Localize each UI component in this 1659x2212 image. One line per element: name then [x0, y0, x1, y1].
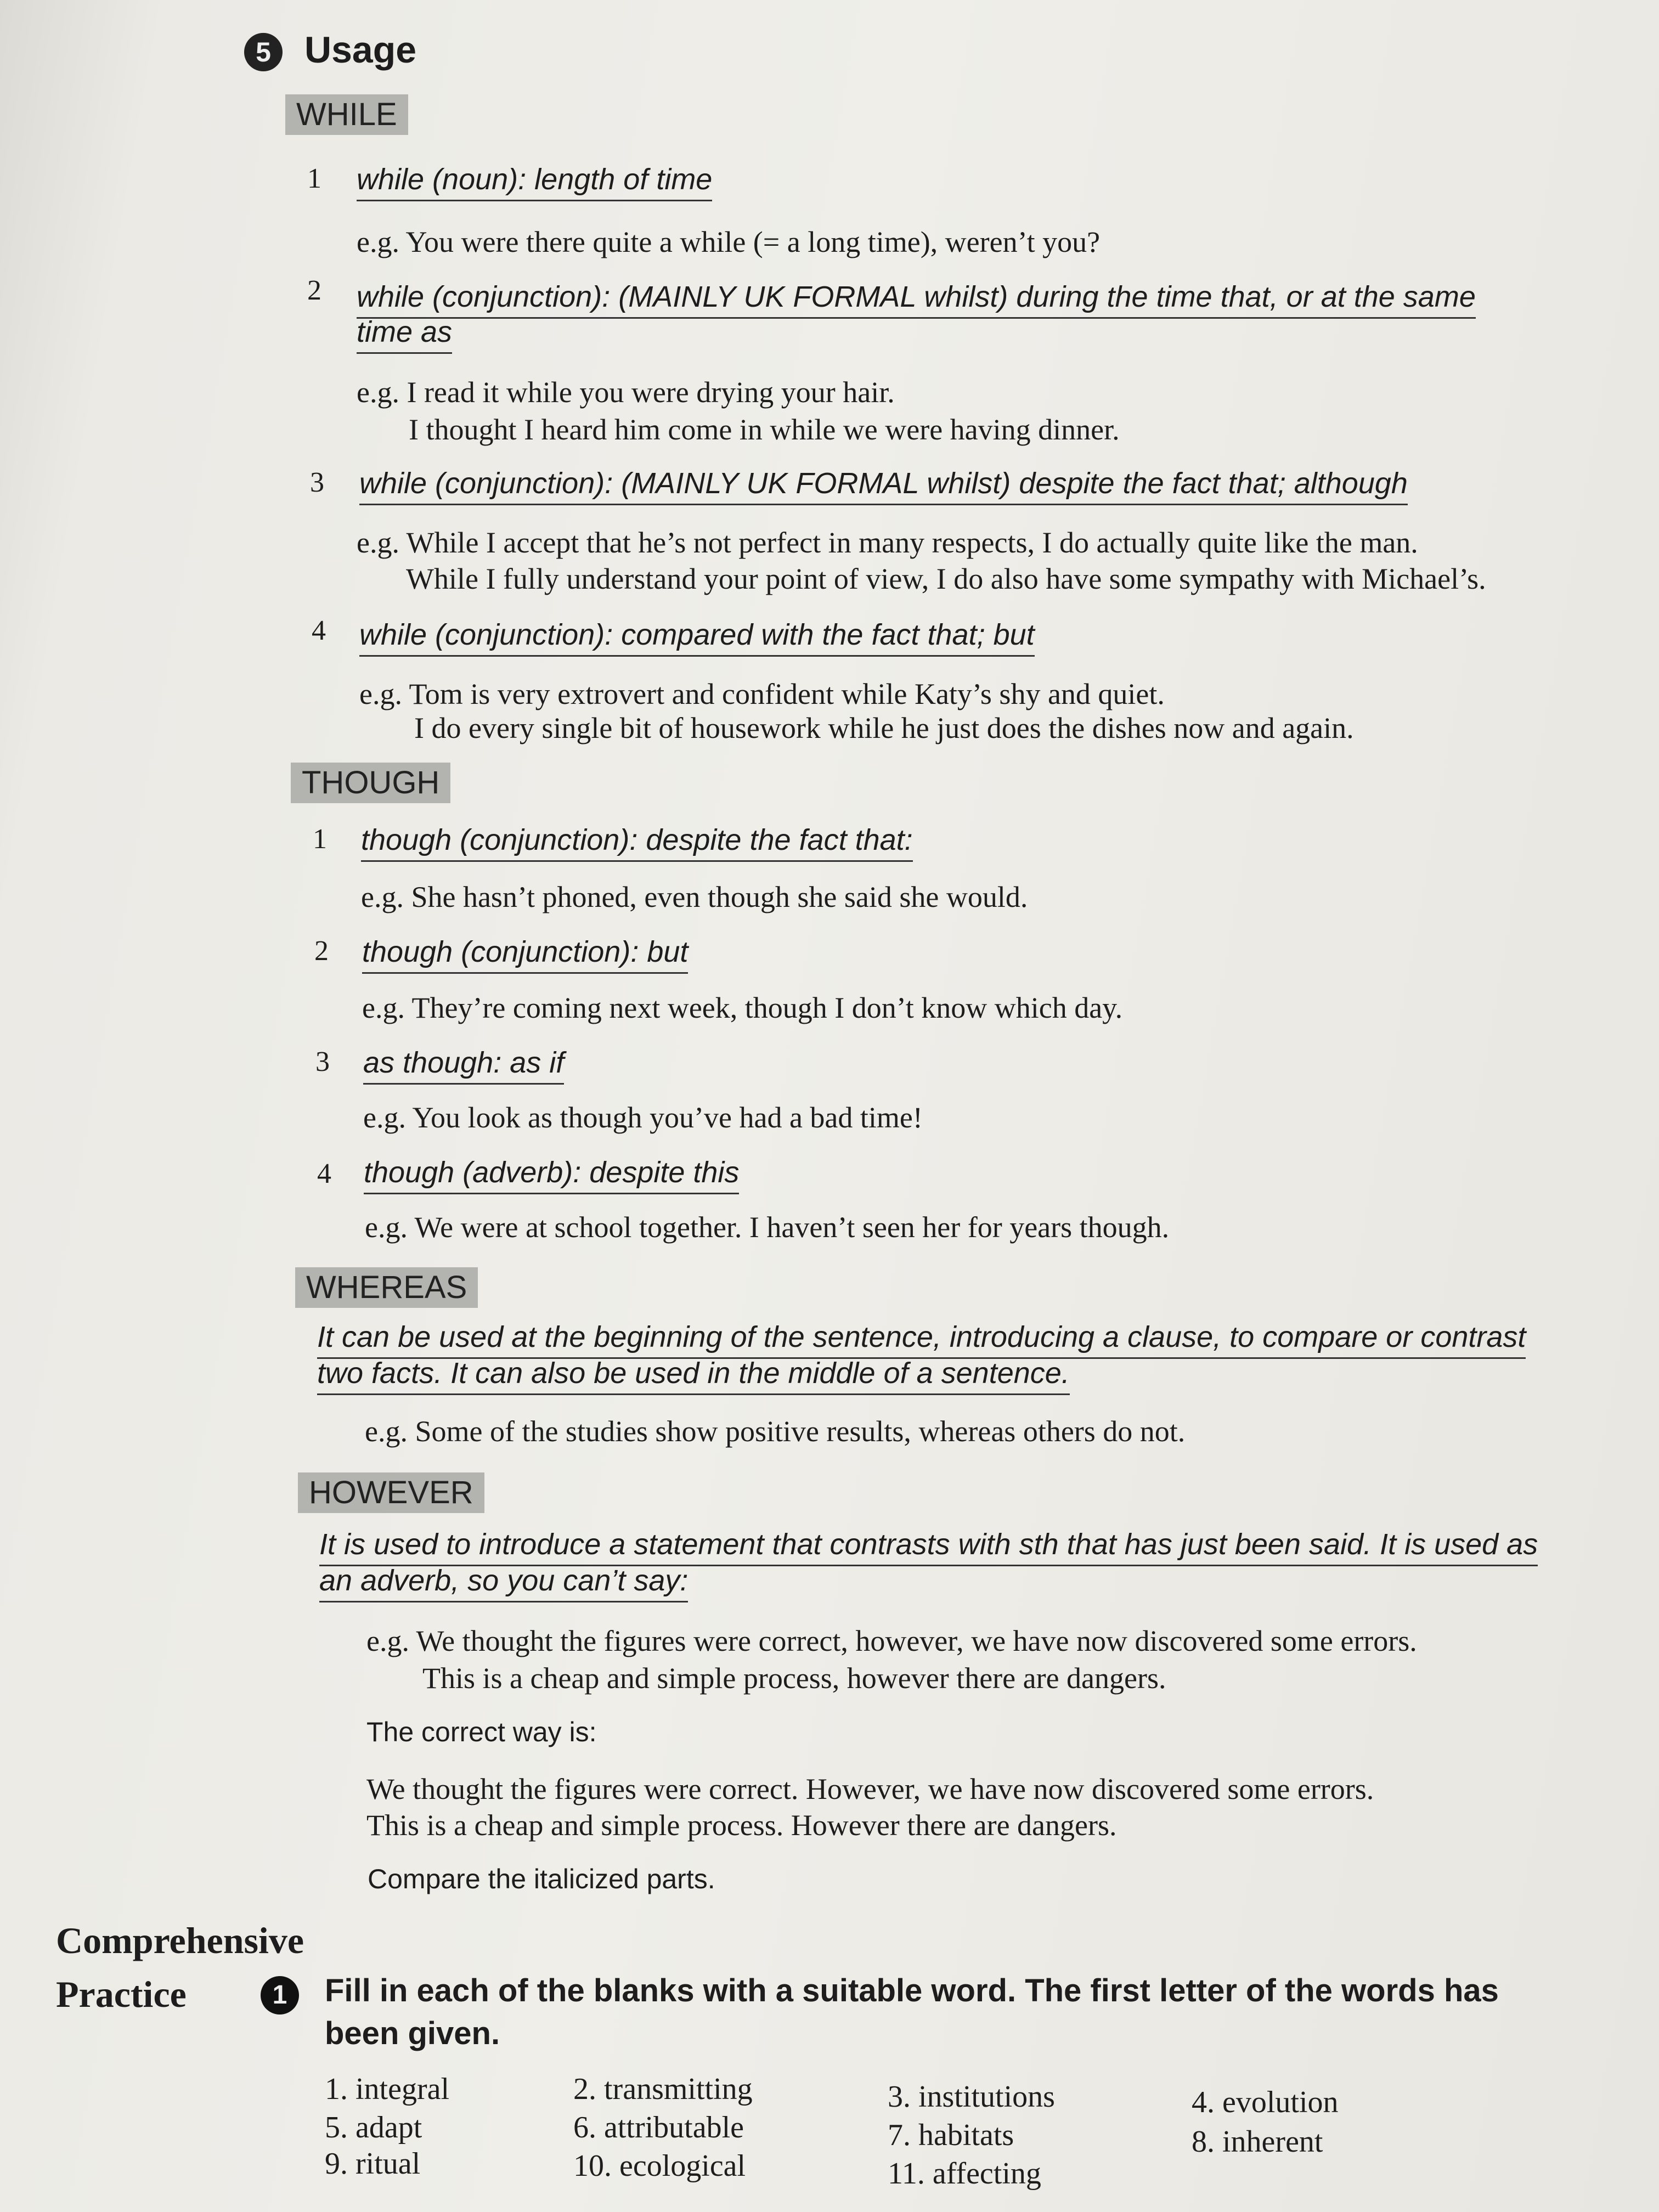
section-number-badge: 5 [244, 33, 283, 71]
while-item-1-example: e.g. You were there quite a while (= a long time), weren’t you? [357, 225, 1101, 258]
while-item-1-number: 1 [307, 163, 321, 194]
practice-heading-line2: Practice [56, 1973, 187, 2015]
while-item-2-example-2: I thought I heard him come in while we were having dinner. [409, 413, 1120, 446]
answer-5: 5. adapt [325, 2111, 422, 2145]
though-item-1-definition: though (conjunction): despite the fact that: [361, 823, 913, 862]
while-item-4-definition: while (conjunction): compared with the fact that; but [359, 618, 1035, 657]
though-item-1-example: e.g. She hasn’t phoned, even though she said she would. [361, 881, 1028, 913]
though-item-3-definition: as though: as if [363, 1046, 564, 1085]
however-wrong-example-1: e.g. We thought the figures were correct, however, we have now discovered some errors. [366, 1624, 1417, 1657]
while-item-3-number: 3 [310, 467, 324, 498]
answer-10: 10. ecological [573, 2149, 746, 2183]
while-item-1-definition: while (noun): length of time [357, 162, 712, 201]
answer-3: 3. institutions [888, 2080, 1055, 2114]
exercise-number-badge: 1 [261, 1976, 299, 2015]
while-item-3-definition: while (conjunction): (MAINLY UK FORMAL whilst) despite the fact that; although [359, 466, 1408, 505]
whereas-description-line2: two facts. It can also be used in the middle of a sentence. [317, 1356, 1070, 1395]
while-item-4-example-1: e.g. Tom is very extrovert and confident while Katy’s shy and quiet. [359, 678, 1165, 710]
however-correct-example-2: This is a cheap and simple process. However there are dangers. [366, 1809, 1117, 1842]
however-correct-example-1: We thought the figures were correct. However, we have now discovered some errors. [366, 1773, 1374, 1805]
though-item-4-example: e.g. We were at school together. I haven’t seen her for years though. [365, 1211, 1170, 1244]
however-compare-note: Compare the italicized parts. [368, 1864, 715, 1894]
while-item-3-example-2: While I fully understand your point of view, I do also have some sympathy with Michael’s. [406, 562, 1486, 595]
though-item-1-number: 1 [313, 823, 327, 855]
though-item-2-number: 2 [314, 935, 329, 967]
answer-11: 11. affecting [888, 2157, 1041, 2191]
though-item-2-example: e.g. They’re coming next week, though I don’t know which day. [362, 991, 1123, 1024]
section-title: Usage [304, 29, 417, 71]
answer-9: 9. ritual [325, 2147, 421, 2181]
while-item-2-definition-line2: time as [357, 315, 452, 354]
though-item-2-definition: though (conjunction): but [362, 935, 688, 974]
while-item-4-number: 4 [312, 615, 326, 646]
answer-8: 8. inherent [1192, 2125, 1323, 2159]
answer-6: 6. attributable [573, 2111, 744, 2145]
answer-2: 2. transmitting [573, 2072, 753, 2106]
however-wrong-example-2: This is a cheap and simple process, however there are dangers. [422, 1662, 1166, 1695]
however-description-line1: It is used to introduce a statement that contrasts with sth that has just been said. It is used as [319, 1527, 1538, 1566]
though-item-4-number: 4 [317, 1158, 331, 1189]
while-item-2-example-1: e.g. I read it while you were drying your hair. [357, 376, 895, 409]
answer-1: 1. integral [325, 2072, 450, 2106]
label-however: HOWEVER [298, 1472, 484, 1513]
while-item-4-example-2: I do every single bit of housework while he just does the dishes now and again. [414, 712, 1354, 744]
whereas-example: e.g. Some of the studies show positive results, whereas others do not. [365, 1415, 1186, 1448]
exercise-instruction: Fill in each of the blanks with a suitable word. The first letter of the words has been given. [325, 1973, 1499, 2051]
while-item-3-example-1: e.g. While I accept that he’s not perfect in many respects, I do actually quite like the man. [357, 526, 1418, 559]
however-description-line2: an adverb, so you can’t say: [319, 1564, 688, 1602]
though-item-4-definition: though (adverb): despite this [364, 1155, 739, 1194]
while-item-2-definition-line1: while (conjunction): (MAINLY UK FORMAL whilst) during the time that, or at the same [357, 280, 1476, 319]
label-though: THOUGH [291, 763, 450, 803]
practice-heading-line1: Comprehensive [56, 1920, 304, 1961]
answer-7: 7. habitats [888, 2118, 1014, 2152]
label-while: WHILE [285, 94, 408, 135]
answer-4: 4. evolution [1192, 2085, 1339, 2119]
though-item-3-number: 3 [315, 1046, 330, 1077]
however-correct-way-label: The correct way is: [366, 1717, 597, 1747]
while-item-2-number: 2 [307, 275, 321, 306]
though-item-3-example: e.g. You look as though you’ve had a bad time! [363, 1101, 923, 1134]
label-whereas: WHEREAS [295, 1267, 478, 1308]
whereas-description-line1: It can be used at the beginning of the sentence, introducing a clause, to compare or contrast [317, 1320, 1526, 1359]
